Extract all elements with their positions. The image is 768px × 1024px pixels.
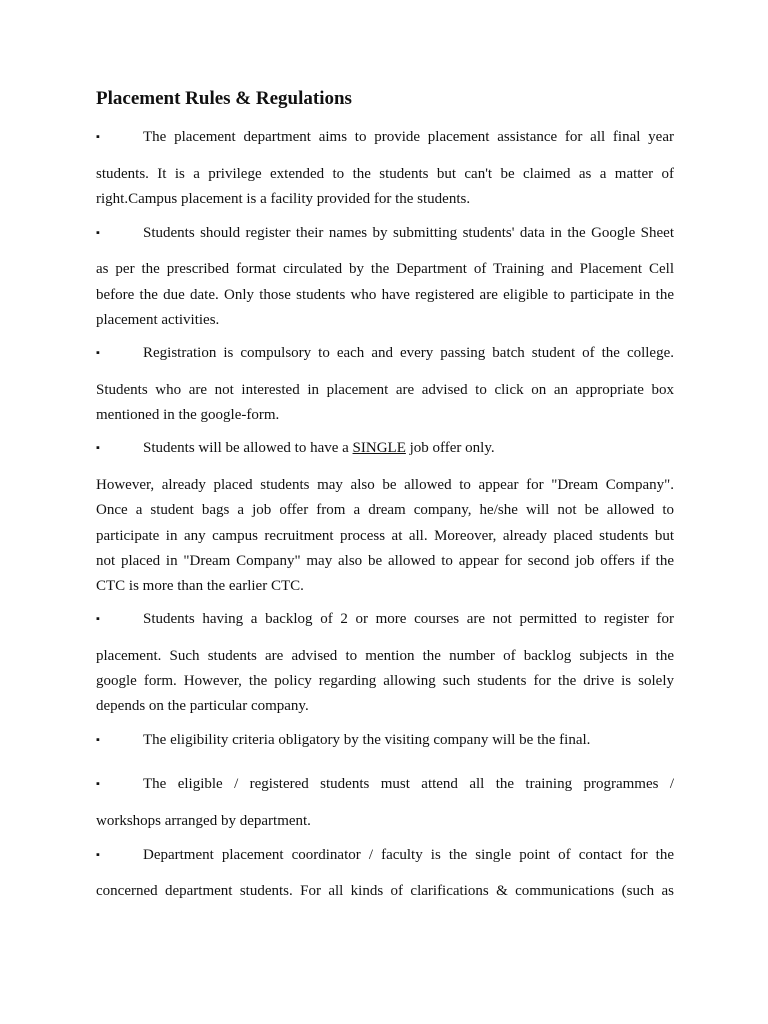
paragraph-line: Once a student bags a job offer from a dream company, he/she will not be allowed to (96, 502, 674, 518)
paragraph-line: Students who are not interested in placement are advised to click on an appropriate box (96, 382, 674, 398)
paragraph-line: right.Campus placement is a facility provided for the students. (96, 191, 471, 207)
lead-text-post: job offer only. (405, 440, 495, 456)
bullet-lead-text: Registration is compulsory to each and every passing batch student of the college. (143, 345, 674, 361)
paragraph-line: students. It is a privilege extended to the students but can't be claimed as a matter of (96, 166, 674, 182)
bullet-lead-text: The placement department aims to provide placement assistance for all final year (143, 129, 674, 145)
paragraph-line: as per the prescribed format circulated by the Department of Training and Placement Cell (96, 261, 674, 277)
bullet-lead-text: Students having a backlog of 2 or more courses are not permitted to register for (143, 611, 674, 627)
bullet-lead-text: Department placement coordinator / faculty is the single point of contact for the (143, 847, 674, 863)
bullet-marker: ▪ (96, 442, 100, 454)
paragraph-line: However, already placed students may also be allowed to appear for "Dream Company". (96, 477, 674, 493)
paragraph-line: CTC is more than the earlier CTC. (96, 578, 304, 594)
paragraph-line: depends on the particular company. (96, 698, 309, 714)
bullet-marker: ▪ (96, 778, 100, 790)
page-title: Placement Rules & Regulations (96, 88, 352, 109)
bullet-lead-text: The eligible / registered students must attend all the training programmes / (143, 776, 674, 792)
paragraph-line: participate in any campus recruitment process at all. Moreover, already placed students but (96, 528, 674, 544)
paragraph-line: mentioned in the google-form. (96, 407, 280, 423)
paragraph-line: before the due date. Only those students who have registered are eligible to participate in the (96, 287, 674, 303)
bullet-lead-text: The eligibility criteria obligatory by the visiting company will be the final. (143, 732, 591, 748)
bullet-marker: ▪ (96, 227, 100, 239)
single-emphasis: SINGLE (352, 440, 406, 456)
bullet-marker: ▪ (96, 734, 100, 746)
bullet-marker: ▪ (96, 347, 100, 359)
paragraph-line: concerned department students. For all kinds of clarifications & communications (such as (96, 883, 674, 899)
paragraph-line: placement. Such students are advised to mention the number of backlog subjects in the (96, 648, 674, 664)
paragraph-line: placement activities. (96, 312, 220, 328)
paragraph-line: not placed in "Dream Company" may also be allowed to appear for second job offers if the (96, 553, 674, 569)
bullet-lead-text (143, 438, 674, 458)
paragraph-line: google form. However, the policy regarding allowing such students for the drive is solely (96, 673, 674, 689)
lead-text-pre: Students will be allowed to have a (143, 440, 353, 456)
bullet-marker: ▪ (96, 849, 100, 861)
bullet-lead-text: Students should register their names by submitting students' data in the Google Sheet (143, 225, 674, 241)
bullet-marker: ▪ (96, 613, 100, 625)
bullet-marker: ▪ (96, 131, 100, 143)
paragraph-line: workshops arranged by department. (96, 813, 311, 829)
